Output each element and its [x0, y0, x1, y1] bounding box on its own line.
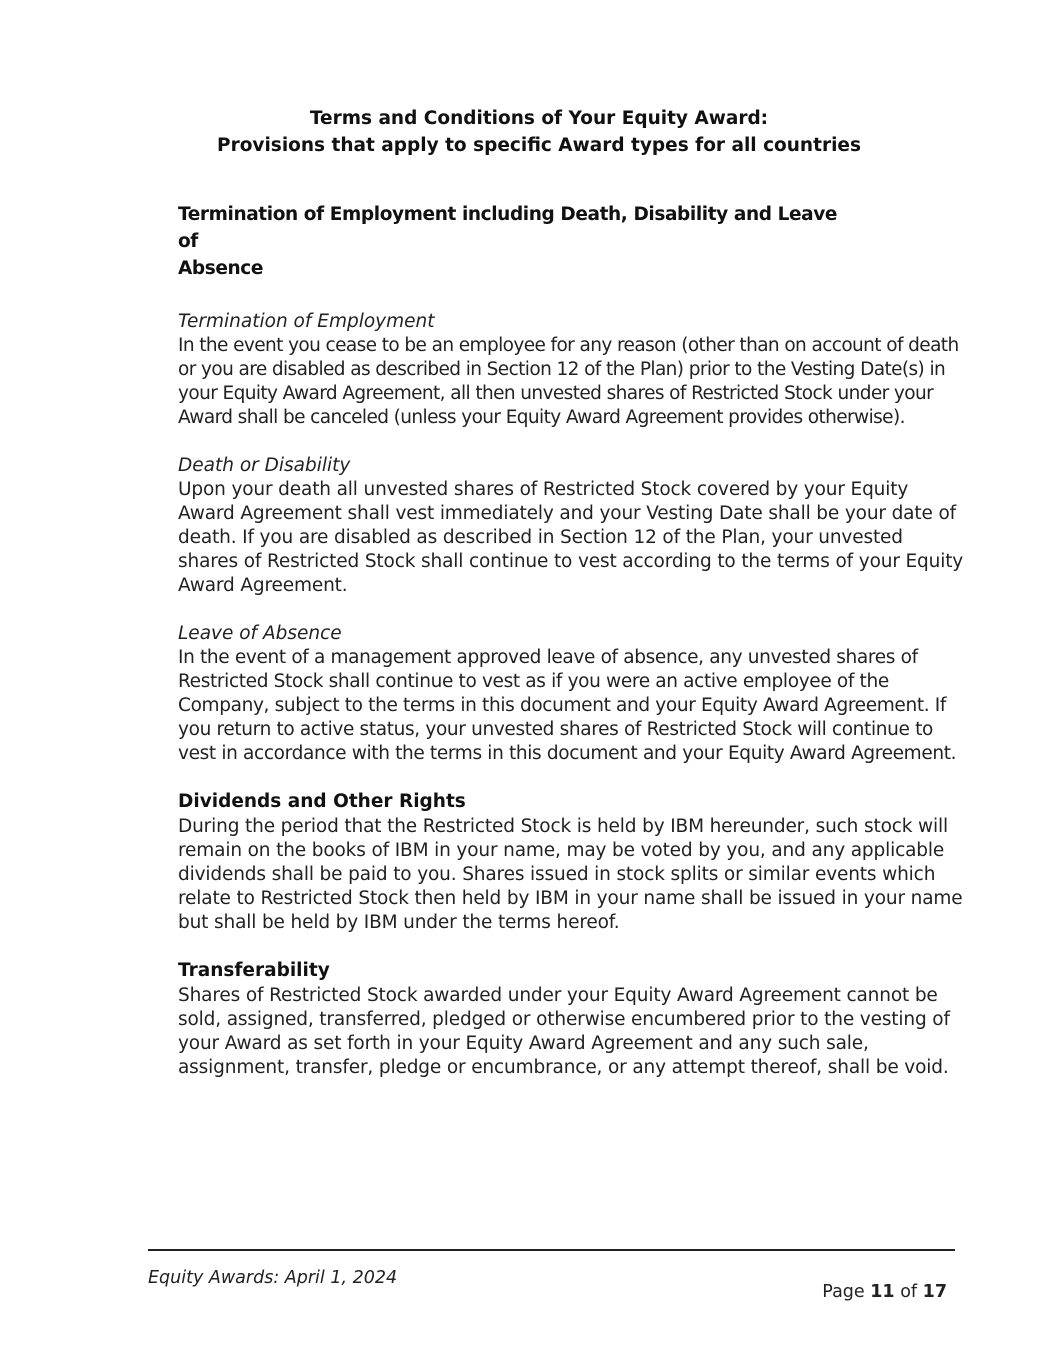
- footer-divider: [148, 1249, 955, 1251]
- document-title-line-1: Terms and Conditions of Your Equity Award:: [309, 108, 769, 129]
- page-number-current: 11: [870, 1282, 895, 1302]
- page-number-total: 17: [922, 1282, 947, 1302]
- subheading-death-or-disability: Death or Disability: [178, 455, 351, 476]
- section-heading-dividends: Dividends and Other Rights: [178, 791, 466, 812]
- page-number: [822, 1280, 947, 1304]
- subheading-termination-of-employment: Termination of Employment: [178, 311, 435, 332]
- paragraph-termination-of-employment: In the event you cease to be an employee for any reason (other than on account of death or you are disabled as described in Section 12 of the Plan) prior to the Vesting Date(s) in your Equity Award Agreement, all then unvested shares of Restricted Stock under your Award shall be canceled (unless your Equity Award Agreement provides otherwise).: [178, 335, 959, 428]
- paragraph-dividends: During the period that the Restricted Stock is held by IBM hereunder, such stock will remain on the books of IBM in your name, may be voted by you, and any applicable dividends shall be paid to you. Shares issued in stock splits or similar events which relate to Restricted Stock then held by IBM in your name shall be issued in your name but shall be held by IBM under the terms hereof.: [178, 816, 963, 933]
- footer-date: Equity Awards: April 1, 2024: [148, 1268, 398, 1288]
- section-heading-termination: [178, 201, 838, 282]
- page-number-of: of: [900, 1282, 918, 1302]
- paragraph-transferability: Shares of Restricted Stock awarded under your Equity Award Agreement cannot be sold, assigned, transferred, pledged or otherwise encumbered prior to the vesting of your Award as set forth in your Equity Award Agreement and any such sale, assignment, transfer, pledge or encumbrance, or any attempt thereof, shall be void.: [178, 985, 950, 1078]
- paragraph-death-or-disability: Upon your death all unvested shares of Restricted Stock covered by your Equity Award Agreement shall vest immediately and your Vesting Date shall be your date of death. If you are disabled as described in Section 12 of the Plan, your unvested shares of Restricted Stock shall continue to vest according to the terms of your Equity Award Agreement.: [178, 479, 964, 596]
- document-title: [100, 105, 978, 159]
- paragraph-leave-of-absence: In the event of a management approved leave of absence, any unvested shares of Restricted Stock shall continue to vest as if you were an active employee of the Company, subject to the terms in this document and your Equity Award Agreement. If you return to active status, your unvested shares of Restricted Stock will continue to vest in accordance with the terms in this document and your Equity Award Agreement.: [178, 647, 957, 764]
- document-body: [178, 201, 968, 1080]
- page-number-prefix: Page: [822, 1282, 865, 1302]
- section-heading-termination-line-2: Absence: [178, 258, 264, 279]
- section-heading-transferability: Transferability: [178, 960, 330, 981]
- section-heading-termination-line-1: Termination of Employment including Death, Disability and Leave of: [178, 204, 838, 252]
- subheading-leave-of-absence: Leave of Absence: [178, 623, 342, 644]
- document-title-line-2: Provisions that apply to specific Award types for all countries: [217, 135, 861, 156]
